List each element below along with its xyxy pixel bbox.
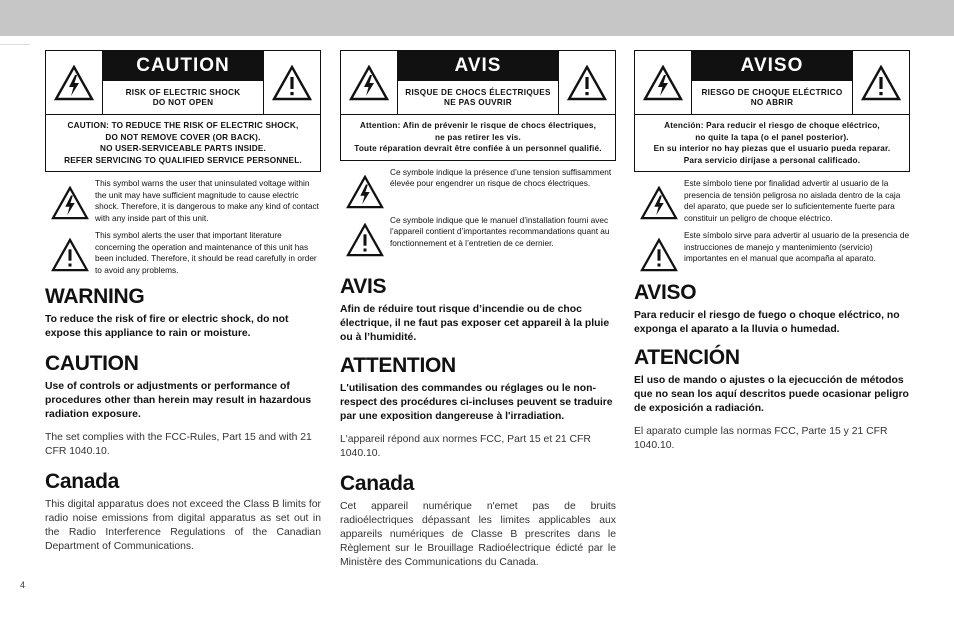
exclamation-warning-icon [861,65,901,101]
box-sub-line: DO NOT OPEN [152,97,214,107]
section-heading: CAUTION [45,352,139,375]
exclamation-warning-icon [640,238,678,272]
section-text: L'appareil répond aux normes FCC, Part 15 et 21 CFR 1040.10. [340,433,591,459]
avis-label-box [340,50,616,161]
symbol-description: Ce symbole indique la présence d’une tension suffisamment élevée pour engendrer un risque de chocs électriques. [390,166,612,188]
box-bottom-line: Toute réparation devrait être confiée à un personnel qualifié. [354,144,602,153]
section-heading: ATENCIÓN [634,346,740,369]
section-text: Afin de réduire tout risque d’incendie ou de choc électrique, il ne faut pas exposer cet appareil à la pluie ou à l’humidité. [340,303,610,343]
column-spanish [634,50,910,453]
lightning-warning-icon [643,65,683,101]
box-sub-line: NO ABRIR [750,97,794,107]
box-bottom-line: DO NOT REMOVE COVER (OR BACK). [105,132,261,142]
box-title: AVIS [398,51,558,81]
symbol-note-lightning [45,178,321,224]
lightning-warning-icon [640,186,678,220]
section-heading: Canada [340,471,415,495]
box-bottom-line: CAUTION: TO REDUCE THE RISK OF ELECTRIC SHOCK, [67,121,299,130]
symbol-description: Este símbolo sirve para advertir al usuario de la presencia de instrucciones de manejo y mantenimiento (servicio) importantes en el manual que acompaña al aparato. [684,230,910,263]
header-band [0,0,954,36]
symbol-description: This symbol warns the user that uninsulated voltage within the unit may have sufficient magnitude to cause electric shock. Therefore, it is dangerous to make any kind of contact with any inside part of this unit. [95,178,319,223]
column-french [340,50,616,570]
box-bottom-line: Attention: Afin de prévenir le risque de chocs électriques, [359,121,597,130]
box-bottom-line: NO USER-SERVICEABLE PARTS INSIDE. [100,144,266,153]
section-text: L'utilisation des commandes ou réglages ou le non-respect des procédures ci-incluses peuvent se traduire par une exposition dangereuse à l'irradiation. [340,382,613,422]
box-bottom-line: Para servicio diríjase a personal calificado. [683,155,861,165]
exclamation-warning-icon [51,238,89,272]
column-english [45,50,321,554]
section-text: Para reducir el riesgo de fuego o choque eléctrico, no exponga el aparato a la lluvia o humedad. [634,310,900,335]
box-sub-line: RISQUE DE CHOCS ÉLECTRIQUES [405,87,551,97]
symbol-note-exclamation [45,230,321,276]
section-text: To reduce the risk of fire or electric shock, do not expose this appliance to rain or moisture. [45,314,289,339]
box-bottom-line: REFER SERVICING TO QUALIFIED SERVICE PERSONNEL. [64,155,302,165]
symbol-note-lightning [340,167,616,209]
header-rule [0,44,30,45]
section-heading: Canada [45,470,120,493]
page-number: 4 [20,580,26,590]
lightning-warning-icon [346,175,384,209]
box-bottom-line: Atención: Para reducir el riesgo de choque eléctrico, [664,121,880,130]
symbol-description: Este símbolo tiene por finalidad advertir al usuario de la presencia de tensión peligrosa no aislada dentro de la caja del aparato, que puede ser lo suficientemente fuerte para constituir un peligro de choque eléctrico. [684,178,901,223]
section-text: Use of controls or adjustments or performance of procedures other than herein may result in hazardous radiation exposure. [45,381,312,420]
exclamation-warning-icon [346,223,384,257]
section-text: The set complies with the FCC-Rules, Part 15 and with 21 CFR 1040.10. [45,432,312,457]
box-title: CAUTION [103,51,263,81]
section-heading: AVIS [340,274,387,298]
box-title: AVISO [692,51,852,81]
symbol-description: This symbol alerts the user that important literature concerning the operation and maintenance of this unit has been included. Therefore, it should be read carefully in order to avoid any problems. [95,230,317,275]
box-bottom-line: no quite la tapa (o el panel posterior). [695,132,849,142]
box-bottom-line: ne pas retirer les vis. [434,132,522,142]
lightning-warning-icon [349,65,389,101]
lightning-warning-icon [51,186,89,220]
box-sub-line: RIESGO DE CHOQUE ELÉCTRICO [701,87,843,97]
section-text: El uso de mando o ajustes o la ejecucción de métodos que no sean los aquí descritos puede ocasionar peligro de exposición a radiación. [634,375,909,414]
box-bottom-line: En su interior no hay piezas que el usuario pueda reparar. [653,144,891,153]
lightning-warning-icon [54,65,94,101]
section-heading: AVISO [634,281,697,304]
exclamation-warning-icon [272,65,312,101]
symbol-description: Ce symbole indique que le manuel d’installation fourni avec l’appareil contient d’importantes recommandations quant au fonctionnement et à l’entretien de ce dernier. [390,214,610,248]
symbol-note-exclamation [340,215,616,257]
aviso-label-box [634,50,910,172]
caution-label-box [45,50,321,172]
section-text: Cet appareil numérique n'emet pas de bruits radioélectriques dépassant les limites applicables aux appareils numériques de Classe B prescrites dans le Règlement sur le Brouillage Radioélectrique édicté par le Ministère des Communications du Canada. [340,500,616,568]
section-text: This digital apparatus does not exceed the Class B limits for radio noise emissions from digital apparatus as set out in the Radio Interference Regulations of the Canadian Department of Communications. [45,499,321,552]
section-heading: WARNING [45,285,145,308]
box-sub-line: NE PAS OUVRIR [444,97,512,107]
section-text: El aparato cumple las normas FCC, Parte 15 y 21 CFR 1040.10. [634,426,888,451]
symbol-note-lightning [634,178,910,224]
symbol-note-exclamation [634,230,910,272]
box-sub-line: RISK OF ELECTRIC SHOCK [125,87,241,97]
section-heading: ATTENTION [340,353,456,377]
exclamation-warning-icon [567,65,607,101]
